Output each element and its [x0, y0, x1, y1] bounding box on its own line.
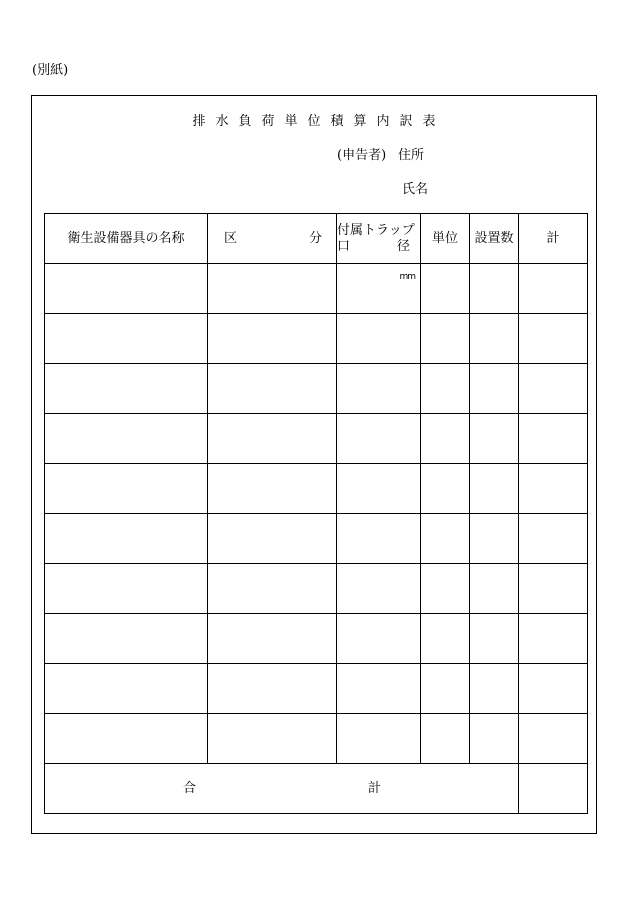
category-cell[interactable]	[208, 264, 337, 314]
category-cell[interactable]	[208, 314, 337, 364]
trap-unit-mm: mm	[399, 272, 415, 282]
total-cell[interactable]	[519, 514, 588, 564]
unit-cell[interactable]	[421, 614, 470, 664]
fixture-name-cell[interactable]	[45, 464, 208, 514]
trap-diameter-cell[interactable]	[337, 614, 421, 664]
fixture-name-cell[interactable]	[45, 714, 208, 764]
name-label: 氏名	[402, 182, 429, 197]
declarant-label: (申告者)	[337, 148, 387, 163]
fixture-name-cell[interactable]	[45, 414, 208, 464]
header-trap-diameter	[337, 214, 421, 264]
fixture-name-cell[interactable]	[45, 364, 208, 414]
total-cell[interactable]	[519, 714, 588, 764]
category-cell[interactable]	[208, 664, 337, 714]
table-row	[45, 464, 588, 514]
unit-cell[interactable]	[421, 314, 470, 364]
category-cell[interactable]	[208, 464, 337, 514]
header-unit: 単位	[421, 214, 470, 264]
trap-diameter-cell[interactable]	[337, 464, 421, 514]
trap-diameter-cell[interactable]	[337, 714, 421, 764]
unit-cell[interactable]	[421, 414, 470, 464]
table-row	[45, 714, 588, 764]
unit-cell[interactable]	[421, 264, 470, 314]
header-total: 計	[519, 214, 588, 264]
unit-cell[interactable]	[421, 664, 470, 714]
header-fixture-name: 衛生設備器具の名称	[45, 214, 208, 264]
count-cell[interactable]	[470, 364, 519, 414]
fixture-name-cell[interactable]	[45, 664, 208, 714]
header-category	[208, 214, 337, 264]
total-cell[interactable]	[519, 614, 588, 664]
count-cell[interactable]	[470, 614, 519, 664]
form-frame	[31, 95, 597, 834]
trap-diameter-cell[interactable]	[337, 264, 421, 314]
unit-cell[interactable]	[421, 714, 470, 764]
header-count: 設置数	[470, 214, 519, 264]
table-row	[45, 414, 588, 464]
table-row	[45, 614, 588, 664]
header-row	[45, 214, 588, 264]
table-row	[45, 514, 588, 564]
total-cell[interactable]	[519, 364, 588, 414]
header-category-left: 区	[224, 230, 238, 246]
unit-cell[interactable]	[421, 364, 470, 414]
attachment-label: (別紙)	[32, 63, 69, 78]
total-cell[interactable]	[519, 314, 588, 364]
category-cell[interactable]	[208, 714, 337, 764]
total-cell[interactable]	[519, 264, 588, 314]
trap-diameter-cell[interactable]	[337, 514, 421, 564]
table-row	[45, 264, 588, 314]
category-cell[interactable]	[208, 614, 337, 664]
fixture-name-cell[interactable]	[45, 564, 208, 614]
header-trap-line1: 付属トラップ	[337, 222, 415, 238]
unit-cell[interactable]	[421, 564, 470, 614]
total-cell[interactable]	[519, 414, 588, 464]
footer-total-right: 計	[367, 780, 381, 796]
count-cell[interactable]	[470, 314, 519, 364]
total-cell[interactable]	[519, 664, 588, 714]
category-cell[interactable]	[208, 514, 337, 564]
unit-cell[interactable]	[421, 514, 470, 564]
breakdown-table	[44, 213, 588, 814]
unit-cell[interactable]	[421, 464, 470, 514]
count-cell[interactable]	[470, 264, 519, 314]
category-cell[interactable]	[208, 364, 337, 414]
footer-row	[45, 764, 588, 814]
category-cell[interactable]	[208, 564, 337, 614]
count-cell[interactable]	[470, 514, 519, 564]
footer-total-left: 合	[183, 780, 197, 796]
count-cell[interactable]	[470, 414, 519, 464]
fixture-name-cell[interactable]	[45, 314, 208, 364]
category-cell[interactable]	[208, 414, 337, 464]
footer-total-label	[45, 764, 519, 814]
trap-diameter-cell[interactable]	[337, 564, 421, 614]
table-row	[45, 664, 588, 714]
header-trap-line2-left: 口	[337, 238, 351, 254]
total-cell[interactable]	[519, 564, 588, 614]
fixture-name-cell[interactable]	[45, 614, 208, 664]
form-title: 排水負荷単位積算内訳表	[192, 114, 446, 129]
total-cell[interactable]	[519, 464, 588, 514]
table-row	[45, 364, 588, 414]
header-category-right: 分	[308, 230, 322, 246]
fixture-name-cell[interactable]	[45, 264, 208, 314]
count-cell[interactable]	[470, 464, 519, 514]
trap-diameter-cell[interactable]	[337, 364, 421, 414]
count-cell[interactable]	[470, 714, 519, 764]
trap-diameter-cell[interactable]	[337, 314, 421, 364]
count-cell[interactable]	[470, 664, 519, 714]
trap-diameter-cell[interactable]	[337, 414, 421, 464]
trap-diameter-cell[interactable]	[337, 664, 421, 714]
footer-total-value-cell[interactable]	[519, 764, 588, 814]
table-row	[45, 314, 588, 364]
address-label: 住所	[398, 148, 425, 163]
table-row	[45, 564, 588, 614]
fixture-name-cell[interactable]	[45, 514, 208, 564]
count-cell[interactable]	[470, 564, 519, 614]
header-trap-line2-right: 径	[396, 238, 410, 254]
